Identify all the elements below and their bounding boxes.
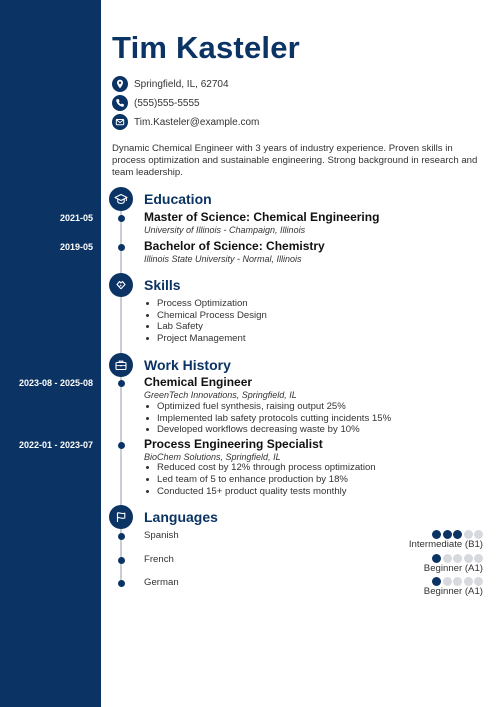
- language-level: Beginner (A1): [423, 563, 483, 574]
- skill-item: Chemical Process Design: [146, 310, 267, 321]
- rating-dot-empty: [453, 577, 462, 586]
- rating-dot-empty: [474, 577, 483, 586]
- job-bullet: Optimized fuel synthesis, raising output 25%: [146, 401, 346, 412]
- language-name: Spanish: [144, 530, 179, 541]
- language-name: German: [144, 577, 179, 588]
- school-line: Illinois State University - Normal, Illinois: [144, 254, 302, 264]
- language-rating: [431, 554, 484, 563]
- rating-dot-filled: [432, 530, 441, 539]
- work-history-heading: Work History: [144, 357, 231, 373]
- timeline-dot: [118, 557, 125, 564]
- timeline-dot: [118, 244, 125, 251]
- job-title: Process Engineering Specialist: [144, 437, 323, 451]
- job-dates: 2022-01 - 2023-07: [18, 440, 93, 450]
- job-bullet: Led team of 5 to enhance production by 18%: [146, 474, 348, 485]
- rating-dot-empty: [453, 554, 462, 563]
- language-level: Intermediate (B1): [408, 539, 483, 550]
- flag-icon: [109, 505, 133, 529]
- company-line: BioChem Solutions, Springfield, IL: [144, 452, 281, 462]
- rating-dot-filled: [432, 577, 441, 586]
- rating-dot-empty: [443, 577, 452, 586]
- language-rating: [431, 577, 484, 586]
- degree-title: Master of Science: Chemical Engineering: [144, 210, 380, 224]
- school-line: University of Illinois - Champaign, Illinois: [144, 225, 306, 235]
- timeline-dot: [118, 442, 125, 449]
- rating-dot-filled: [443, 530, 452, 539]
- job-title: Chemical Engineer: [144, 375, 253, 389]
- phone-icon: [112, 95, 128, 111]
- skills-hands-icon: [109, 273, 133, 297]
- job-bullet: Reduced cost by 12% through process optimization: [146, 462, 376, 473]
- skills-heading: Skills: [144, 277, 181, 293]
- address-text: Springfield, IL, 62704: [134, 78, 229, 90]
- job-bullet: Conducted 15+ product quality tests monthly: [146, 486, 347, 497]
- email-text: Tim.Kasteler@example.com: [134, 116, 260, 128]
- education-heading: Education: [144, 191, 212, 207]
- phone-text: (555)555-5555: [134, 97, 200, 109]
- location-icon: [112, 76, 128, 92]
- rating-dot-empty: [443, 554, 452, 563]
- candidate-name: Tim Kasteler: [112, 30, 300, 65]
- contact-email: [112, 114, 259, 130]
- graduation-cap-icon: [109, 187, 133, 211]
- job-bullet: Developed workflows decreasing waste by 10%: [146, 424, 360, 435]
- rating-dot-filled: [432, 554, 441, 563]
- company-line: GreenTech Innovations, Springfield, IL: [144, 390, 297, 400]
- email-icon: [112, 114, 128, 130]
- briefcase-icon: [109, 353, 133, 377]
- contact-phone: [112, 95, 200, 111]
- languages-heading: Languages: [144, 509, 218, 525]
- skill-item: Project Management: [146, 333, 246, 344]
- rating-dot-filled: [453, 530, 462, 539]
- job-dates: 2023-08 - 2025-08: [18, 378, 93, 388]
- skill-item: Process Optimization: [146, 298, 248, 309]
- timeline-dot: [118, 580, 125, 587]
- professional-summary: Dynamic Chemical Engineer with 3 years of industry experience. Proven skills in process optimization and sustainable engineering. Strong background in research and team leadership.: [112, 143, 478, 178]
- timeline-dot: [118, 533, 125, 540]
- job-bullet: Implemented lab safety protocols cutting incidents 15%: [146, 413, 391, 424]
- timeline-dot: [118, 380, 125, 387]
- language-level: Beginner (A1): [423, 586, 483, 597]
- contact-address: [112, 76, 229, 92]
- language-name: French: [144, 554, 174, 565]
- degree-title: Bachelor of Science: Chemistry: [144, 239, 325, 253]
- rating-dot-empty: [464, 577, 473, 586]
- left-sidebar-band: [0, 0, 101, 707]
- rating-dot-empty: [464, 530, 473, 539]
- rating-dot-empty: [474, 530, 483, 539]
- rating-dot-empty: [464, 554, 473, 563]
- education-date: 2019-05: [59, 242, 93, 252]
- language-rating: [431, 530, 484, 539]
- skill-item: Lab Safety: [146, 321, 203, 332]
- rating-dot-empty: [474, 554, 483, 563]
- education-date: 2021-05: [59, 213, 93, 223]
- timeline-dot: [118, 215, 125, 222]
